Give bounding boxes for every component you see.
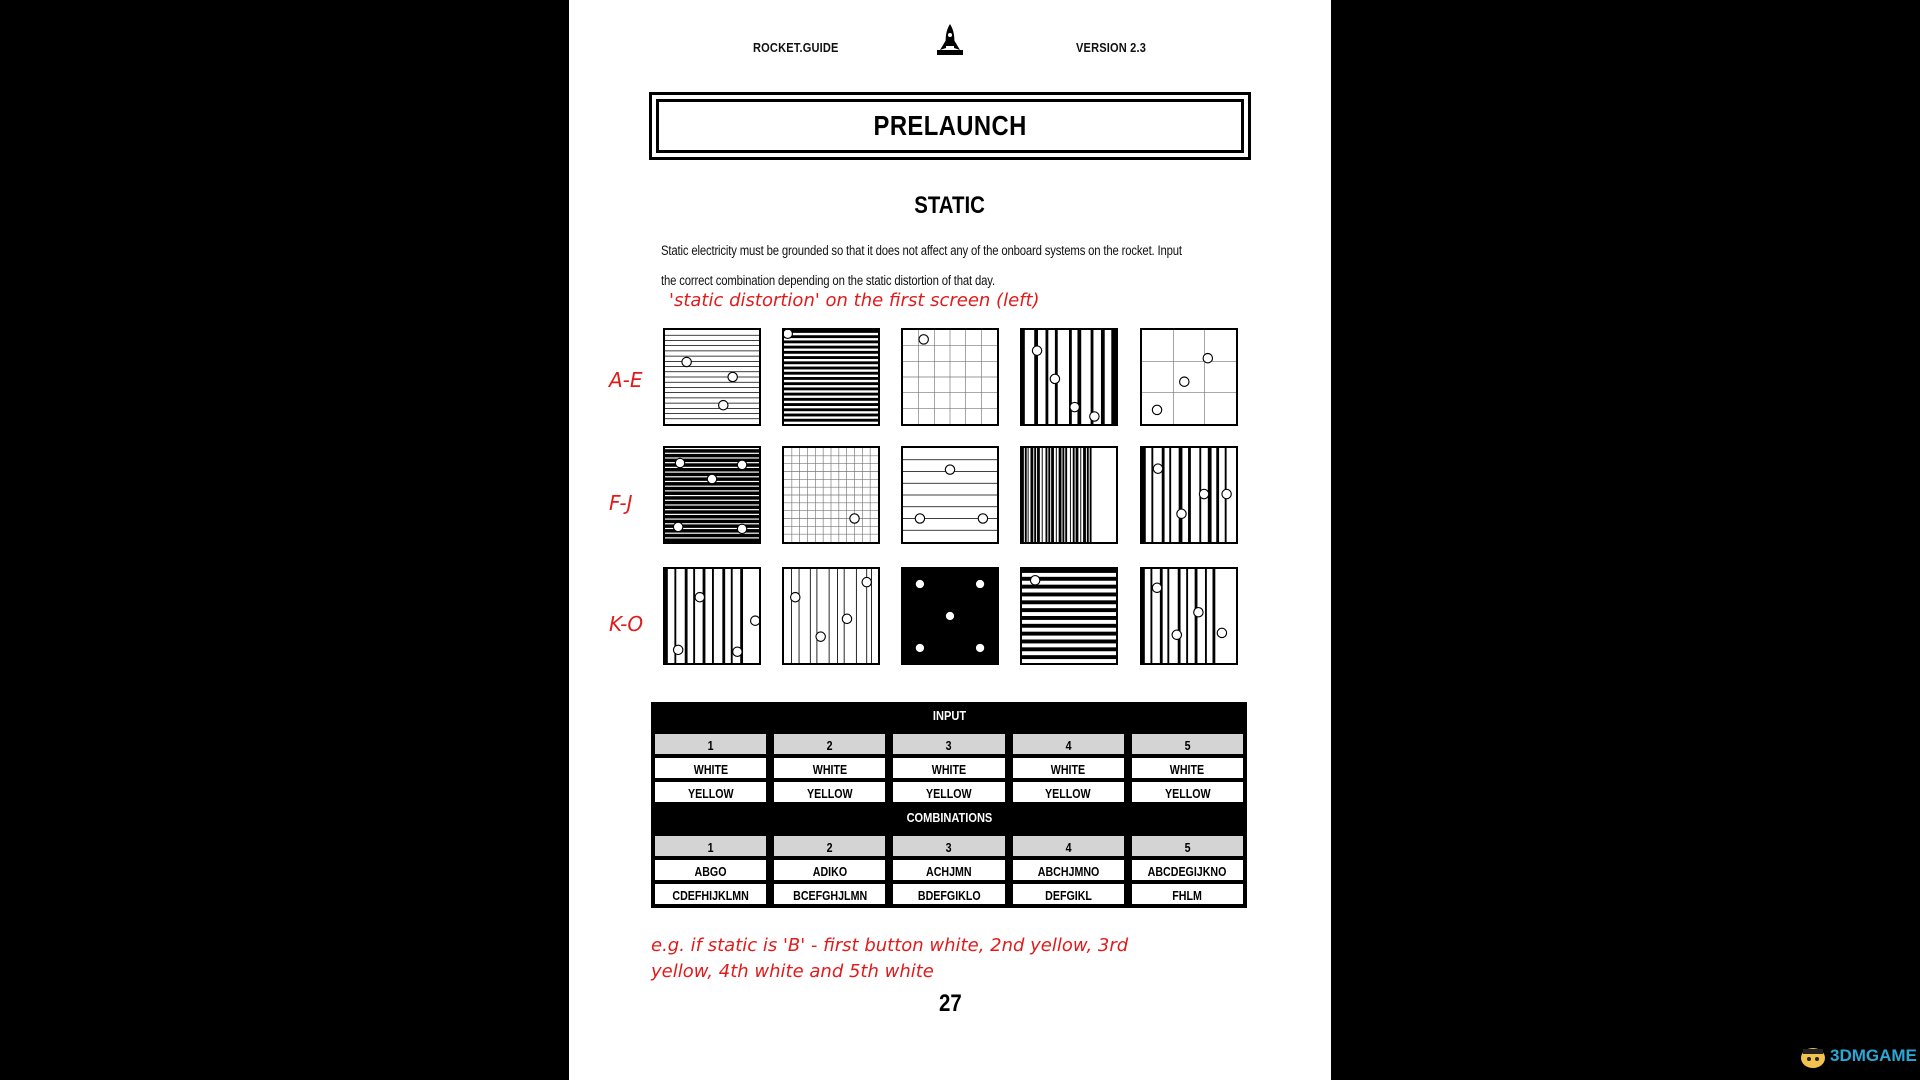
- combo-cell: ADIKO: [772, 858, 887, 882]
- static-pattern-tile: [663, 567, 761, 665]
- section-title: STATIC: [914, 192, 986, 219]
- combo-number-cell: 4: [1011, 834, 1126, 858]
- description: [661, 236, 1261, 296]
- input-white-cell: WHITE: [891, 756, 1006, 780]
- bottom-annotation-line-1: e.g. if static is 'B' - first button white, 2nd yellow, 3rd: [651, 935, 1129, 956]
- combo-number-cell: 2: [772, 834, 887, 858]
- row-label-k-o: K-O: [609, 612, 644, 636]
- input-white-cell: WHITE: [1130, 756, 1245, 780]
- static-pattern-tile: [663, 446, 761, 544]
- static-pattern-tile: [1020, 328, 1118, 426]
- input-yellow-cell: YELLOW: [1130, 780, 1245, 804]
- static-pattern-tile: [1020, 446, 1118, 544]
- input-yellow-cell: YELLOW: [891, 780, 1006, 804]
- combo-cell: ABCDEGIJKNO: [1130, 858, 1245, 882]
- title-box: [649, 92, 1251, 160]
- static-pattern-tile: [901, 446, 999, 544]
- static-pattern-graphic: [784, 330, 878, 424]
- static-pattern-tile: [1020, 567, 1118, 665]
- page-title: PRELAUNCH: [873, 110, 1027, 141]
- static-pattern-graphic: [1022, 330, 1116, 424]
- static-pattern-graphic: [665, 448, 759, 542]
- static-pattern-tile: [901, 567, 999, 665]
- static-pattern-graphic: [784, 569, 878, 663]
- static-pattern-tile: [1140, 328, 1238, 426]
- input-yellow-cell: YELLOW: [772, 780, 887, 804]
- top-annotation: 'static distortion' on the first screen (left): [669, 290, 1040, 311]
- static-table: [651, 702, 1247, 908]
- input-white-cell: WHITE: [653, 756, 768, 780]
- combo-number-cell: 3: [891, 834, 1006, 858]
- combo-cell: BDEFGIKLO: [891, 882, 1006, 906]
- combo-cell: BCEFGHJLMN: [772, 882, 887, 906]
- input-number-cell: 1: [653, 732, 768, 756]
- combo-number-row: [651, 832, 1247, 858]
- input-number-cell: 5: [1130, 732, 1245, 756]
- row-label-f-j: F-J: [609, 491, 633, 515]
- input-yellow-cell: YELLOW: [653, 780, 768, 804]
- input-header: INPUT: [932, 708, 966, 723]
- watermark-logo-icon: [1798, 1044, 1828, 1070]
- input-number-cell: 2: [772, 732, 887, 756]
- combo-cell: DEFGIKL: [1011, 882, 1126, 906]
- static-pattern-graphic: [1142, 569, 1236, 663]
- static-pattern-graphic: [903, 448, 997, 542]
- combo-cell: CDEFHIJKLMN: [653, 882, 768, 906]
- bottom-annotation-line-2: yellow, 4th white and 5th white: [651, 961, 934, 982]
- watermark-text: 3DMGAME: [1830, 1046, 1917, 1065]
- input-white-row: [651, 756, 1247, 780]
- manual-page: [569, 0, 1331, 1080]
- static-pattern-tile: [782, 328, 880, 426]
- combo-cell: ACHJMN: [891, 858, 1006, 882]
- input-number-cell: 4: [1011, 732, 1126, 756]
- static-pattern-graphic: [903, 330, 997, 424]
- header-right: VERSION 2.3: [1076, 40, 1147, 55]
- static-pattern-tile: [782, 567, 880, 665]
- static-pattern-tile: [901, 328, 999, 426]
- static-pattern-graphic: [1022, 448, 1116, 542]
- input-number-row: [651, 730, 1247, 756]
- input-yellow-row: [651, 780, 1247, 804]
- description-line-1: Static electricity must be grounded so that it does not affect any of the onboard systems on the rocket. Input: [661, 243, 1182, 258]
- input-white-cell: WHITE: [1011, 756, 1126, 780]
- header-left: ROCKET.GUIDE: [753, 40, 839, 55]
- static-pattern-graphic: [1142, 330, 1236, 424]
- rocket-icon: [933, 22, 967, 62]
- static-pattern-graphic: [665, 569, 759, 663]
- input-number-cell: 3: [891, 732, 1006, 756]
- static-pattern-graphic: [1022, 569, 1116, 663]
- combo-row-2: [651, 882, 1247, 908]
- static-pattern-tile: [782, 446, 880, 544]
- combo-cell: ABGO: [653, 858, 768, 882]
- combo-row-1: [651, 858, 1247, 882]
- page-number: 27: [938, 990, 962, 1017]
- combo-number-cell: 5: [1130, 834, 1245, 858]
- combinations-header: COMBINATIONS: [906, 810, 992, 825]
- static-pattern-graphic: [665, 330, 759, 424]
- combo-number-cell: 1: [653, 834, 768, 858]
- static-pattern-graphic: [1142, 448, 1236, 542]
- static-pattern-graphic: [903, 569, 997, 663]
- static-pattern-tile: [663, 328, 761, 426]
- input-yellow-cell: YELLOW: [1011, 780, 1126, 804]
- static-pattern-graphic: [784, 448, 878, 542]
- input-white-cell: WHITE: [772, 756, 887, 780]
- combo-cell: ABCHJMNO: [1011, 858, 1126, 882]
- static-pattern-tile: [1140, 446, 1238, 544]
- combo-cell: FHLM: [1130, 882, 1245, 906]
- static-pattern-tile: [1140, 567, 1238, 665]
- description-line-2: the correct combination depending on the static distortion of that day.: [661, 273, 995, 288]
- row-label-a-e: A-E: [609, 368, 643, 392]
